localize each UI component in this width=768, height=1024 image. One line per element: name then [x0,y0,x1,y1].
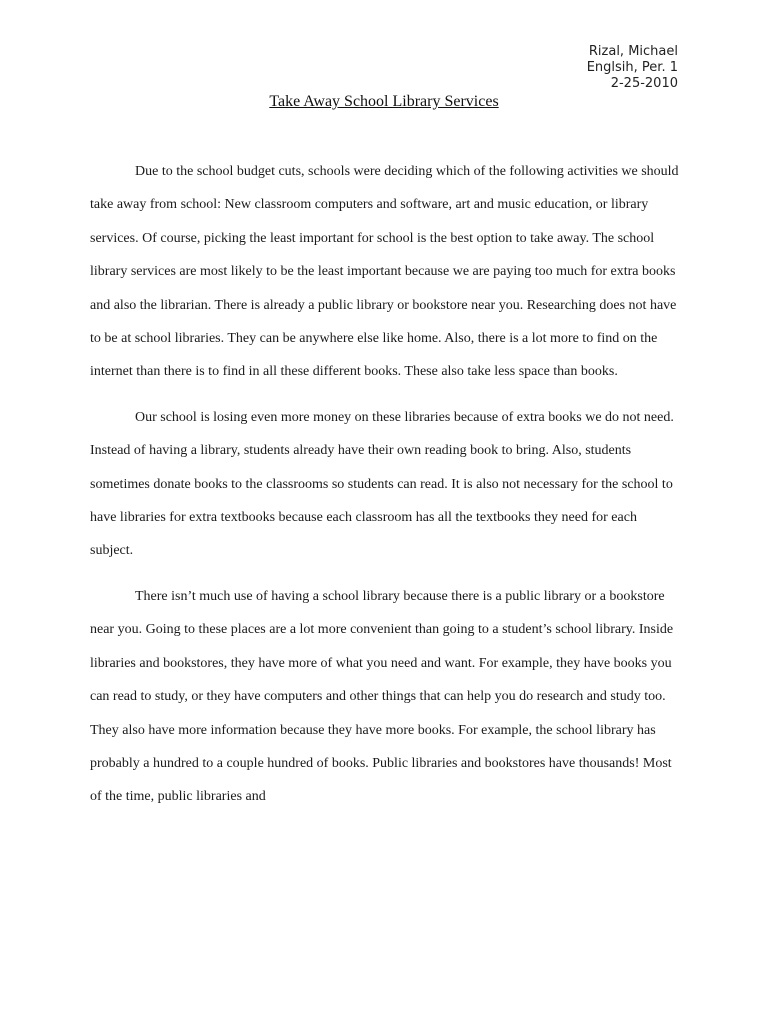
essay-title: Take Away School Library Services [269,93,499,110]
paragraph-3: There isn’t much use of having a school library because there is a public library or a bookstore near you. Going to these places are a lot more convenient than going to a student’s school library. Inside libraries and bookstores, they have more of what you need and want. For example, they have books you can read to study, or they have computers and other things that can help you do research and study too. They also have more information because they have more books. For example, the school library has probably a hundred to a couple hundred of books. Public libraries and bookstores have thousands! Most of the time, public libraries and [90,588,674,805]
document-date: 2-25-2010 [610,76,678,91]
paragraph-2: Our school is losing even more money on these libraries because of extra books we do not need. Instead of having a library, students already have their own reading book to bring. Also, students sometimes donate books to the classrooms so students can read. It is also not necessary for the school to have libraries for extra textbooks because each classroom has all the textbooks they need for each subject. [90,409,674,559]
essay-body [90,155,680,826]
author-name: Rizal, Michael [588,44,678,59]
author-header [587,44,678,92]
class-period: Englsih, Per. 1 [586,60,678,75]
paragraph-1: Due to the school budget cuts, schools were deciding which of the following activities we should take away from school: New classroom computers and software, art and music education, or library services. Of course, picking the least important for school is the best option to take away. The school library services are most likely to be the least important because we are paying too much for extra books and also the librarian. There is already a public library or bookstore near you. Researching does not have to be at school libraries. They can be anywhere else like home. Also, there is a lot more to find on the internet than there is to find in all these different books. These also take less space than books. [90,164,679,380]
